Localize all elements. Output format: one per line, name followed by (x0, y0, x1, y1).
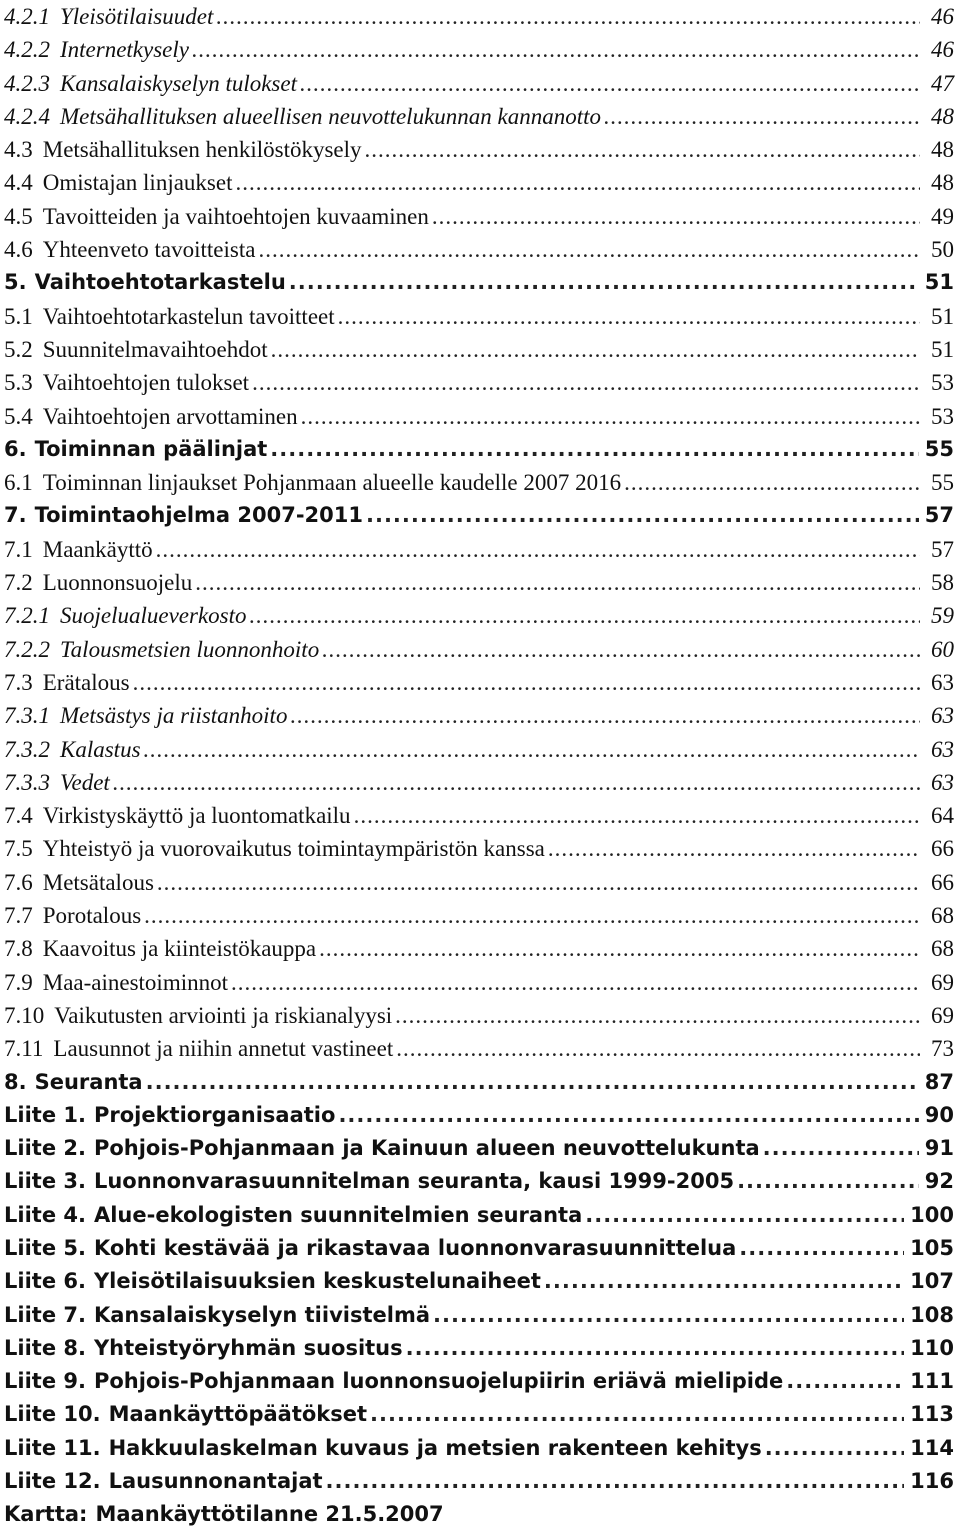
toc-entry-number: 4.6 (4, 237, 33, 263)
toc-entry-title: Lausunnot ja niihin annetut vastineet (53, 1036, 394, 1062)
toc-entry[interactable] (0, 133, 960, 166)
toc-entry-number: 7.3.3 (4, 769, 50, 795)
toc-entry-page: 46 (931, 37, 954, 63)
toc-entry[interactable] (0, 666, 960, 699)
toc-leader-dots (319, 932, 920, 965)
toc-entry-number: 7.8 (4, 936, 33, 962)
toc-entry-title: Maankäyttötilanne 21.5.2007 (95, 1502, 444, 1527)
toc-leader-dots (739, 1232, 904, 1265)
toc-entry[interactable] (0, 300, 960, 333)
toc-entry[interactable] (0, 633, 960, 666)
toc-entry[interactable] (0, 499, 960, 532)
toc-entry-title: Maa-ainestoiminnot (42, 969, 228, 995)
toc-entry-number: 4.3 (4, 137, 33, 163)
toc-entry-number: Liite 12. (4, 1469, 101, 1494)
toc-entry-page: 57 (924, 503, 954, 528)
toc-entry-number: 7.2 (4, 570, 33, 596)
toc-entry-page: 57 (931, 536, 954, 562)
toc-leader-dots (624, 466, 920, 499)
toc-entry-page: 51 (924, 270, 954, 295)
toc-leader-dots (258, 233, 920, 266)
toc-entry-title: Projektiorganisaatio (93, 1102, 336, 1127)
toc-leader-dots (300, 67, 920, 100)
toc-leader-dots (216, 0, 920, 33)
toc-entry[interactable] (0, 1165, 960, 1198)
toc-entry[interactable] (0, 1398, 960, 1431)
toc-entry[interactable] (0, 1199, 960, 1232)
toc-leader-dots (765, 1432, 904, 1465)
toc-entry-page: 53 (931, 370, 954, 396)
toc-entry-page: 73 (931, 1036, 954, 1062)
toc-entry-page: 113 (910, 1402, 954, 1427)
toc-entry-number: 7.5 (4, 836, 33, 862)
toc-entry-number: 4.2.2 (4, 37, 50, 63)
toc-entry-page: 64 (931, 803, 954, 829)
toc-entry-title: Toiminnan linjaukset Pohjanmaan alueelle kaudelle 2007 2016 (42, 470, 622, 496)
toc-entry[interactable] (0, 966, 960, 999)
toc-leader-dots (195, 566, 920, 599)
toc-entry[interactable] (0, 1066, 960, 1099)
toc-leader-dots (786, 1365, 904, 1398)
toc-entry-title: Kohti kestävää ja rikastavaa luonnonvarasuunnittelua (93, 1235, 737, 1260)
toc-entry-page: 58 (931, 570, 954, 596)
toc-entry-page: 51 (931, 336, 954, 362)
toc-entry[interactable] (0, 699, 960, 732)
toc-entry[interactable] (0, 932, 960, 965)
toc-entry[interactable] (0, 266, 960, 299)
toc-entry-page: 87 (924, 1069, 954, 1094)
toc-entry[interactable] (0, 0, 960, 33)
toc-entry-page: 48 (931, 103, 954, 129)
toc-leader-dots (133, 666, 920, 699)
toc-leader-dots (432, 200, 920, 233)
toc-entry-title: Kansalaiskyselyn tulokset (60, 70, 297, 96)
toc-entry-number: Liite 8. (4, 1335, 86, 1360)
toc-entry-number: 7.1 (4, 536, 33, 562)
toc-entry-title: Pohjois-Pohjanmaan luonnonsuojelupiirin eriävä mielipide (93, 1369, 784, 1394)
toc-leader-dots (271, 333, 920, 366)
toc-entry-page: 63 (931, 736, 954, 762)
toc-leader-dots (231, 966, 920, 999)
toc-entry-title: Yhteenveto tavoitteista (42, 237, 256, 263)
toc-entry-page: 111 (910, 1369, 954, 1394)
toc-leader-dots (144, 899, 920, 932)
toc-entry-number: Liite 4. (4, 1202, 86, 1227)
toc-entry-page: 90 (924, 1102, 954, 1127)
toc-entry[interactable] (0, 433, 960, 466)
toc-leader-dots (604, 100, 920, 133)
toc-leader-dots (157, 866, 920, 899)
toc-entry-number: 4.5 (4, 203, 33, 229)
toc-entry-page: 107 (910, 1269, 954, 1294)
toc-leader-dots (395, 999, 920, 1032)
toc-leader-dots (433, 1299, 904, 1332)
toc-entry-page: 105 (910, 1235, 954, 1260)
toc-entry-number: 7.7 (4, 903, 33, 929)
toc-entry-page: 59 (931, 603, 954, 629)
toc-entry[interactable] (0, 200, 960, 233)
toc-entry-title: Maankäyttö (42, 536, 153, 562)
toc-entry[interactable] (0, 1332, 960, 1365)
toc-entry-title: Porotalous (42, 903, 142, 929)
toc-leader-dots (396, 1032, 920, 1065)
toc-leader-dots (290, 699, 920, 732)
toc-leader-dots (544, 1265, 904, 1298)
toc-entry-title: Metsähallituksen alueellisen neuvottelukunnan kannanotto (60, 103, 602, 129)
toc-entry-page: 63 (931, 703, 954, 729)
toc-entry-number: 7.11 (4, 1036, 44, 1062)
toc-entry-title: Tavoitteiden ja vaihtoehtojen kuvaaminen (42, 203, 429, 229)
toc-entry-page: 116 (910, 1469, 954, 1494)
toc-entry-page: 114 (910, 1435, 954, 1460)
toc-entry-number: 5.3 (4, 370, 33, 396)
toc-entry-page: 68 (931, 936, 954, 962)
toc-entry-number: 7.2.2 (4, 636, 50, 662)
toc-entry-number: 5. (4, 270, 27, 295)
toc-entry[interactable] (0, 1465, 960, 1498)
toc-entry-title: Virkistyskäyttö ja luontomatkailu (42, 803, 351, 829)
toc-entry[interactable] (0, 866, 960, 899)
toc-entry-title: Suojelualueverkosto (60, 603, 247, 629)
toc-entry-number: 7.10 (4, 1002, 45, 1028)
toc-entry-title: Luonnonsuojelu (42, 570, 193, 596)
toc-entry-number: Liite 11. (4, 1435, 101, 1460)
toc-entry-number: 7.9 (4, 969, 33, 995)
toc-entry[interactable] (0, 166, 960, 199)
toc-leader-dots (548, 832, 920, 865)
toc-entry-page: 48 (931, 137, 954, 163)
toc-entry-number: 4.2.3 (4, 70, 50, 96)
toc-entry[interactable] (0, 1032, 960, 1065)
toc-entry-title: Toimintaohjelma 2007-2011 (34, 503, 363, 528)
toc-entry[interactable] (0, 366, 960, 399)
toc-leader-dots (146, 1066, 919, 1099)
toc-entry-title: Vaihtoehtotarkastelu (34, 270, 286, 295)
toc-entry-title: Maankäyttöpäätökset (108, 1402, 368, 1427)
toc-leader-dots (270, 433, 918, 466)
toc-leader-dots (250, 599, 920, 632)
toc-entry[interactable] (0, 799, 960, 832)
toc-entry-page: 63 (931, 769, 954, 795)
toc-leader-dots (338, 1099, 918, 1132)
toc-entry-title: Vaihtoehtojen tulokset (42, 370, 250, 396)
toc-entry-number: 4.4 (4, 170, 33, 196)
toc-entry-page: 50 (931, 237, 954, 263)
toc-entry-title: Erätalous (42, 669, 130, 695)
toc-leader-dots (322, 633, 920, 666)
toc-leader-dots (235, 166, 920, 199)
toc-entry-number: 6. (4, 436, 27, 461)
toc-leader-dots (365, 133, 920, 166)
toc-entry-page: 63 (931, 669, 954, 695)
toc-entry-page: 110 (910, 1335, 954, 1360)
toc-entry[interactable] (0, 67, 960, 100)
toc-entry-number: Liite 6. (4, 1269, 86, 1294)
toc-leader-dots (406, 1332, 905, 1365)
toc-leader-dots (156, 533, 920, 566)
toc-entry-page: 49 (931, 203, 954, 229)
toc-entry-number: 7.2.1 (4, 603, 50, 629)
toc-entry-title: Metsästys ja riistanhoito (60, 703, 288, 729)
toc-entry-title: Pohjois-Pohjanmaan ja Kainuun alueen neuvottelukunta (93, 1136, 760, 1161)
toc-entry[interactable] (0, 1265, 960, 1298)
toc-entry-number: Liite 10. (4, 1402, 101, 1427)
toc-entry-title: Toiminnan päälinjat (34, 436, 268, 461)
toc-entry-number: Liite 3. (4, 1169, 86, 1194)
toc-entry-number: Liite 9. (4, 1369, 86, 1394)
toc-entry-number: 5.2 (4, 336, 33, 362)
toc-leader-dots (366, 499, 919, 532)
toc-entry-page: 108 (910, 1302, 954, 1327)
toc-entry-page: 69 (931, 1002, 954, 1028)
toc-entry-number: 6.1 (4, 470, 33, 496)
toc-entry-title: Metsätalous (42, 869, 154, 895)
toc-entry-page: 51 (931, 303, 954, 329)
toc-entry-title: Kalastus (60, 736, 141, 762)
toc-entry[interactable] (0, 1365, 960, 1398)
toc-entry-number: Liite 7. (4, 1302, 86, 1327)
toc-entry-number: Kartta: (4, 1502, 88, 1527)
toc-entry-number: Liite 1. (4, 1102, 86, 1127)
toc-entry-page: 47 (931, 70, 954, 96)
toc-entry-title: Yleisötilaisuuksien keskustelunaiheet (93, 1269, 541, 1294)
toc-entry-page: 66 (931, 869, 954, 895)
toc-entry[interactable] (0, 733, 960, 766)
toc-entry-page: 92 (924, 1169, 954, 1194)
toc-entry-page: 68 (931, 903, 954, 929)
toc-leader-dots (289, 266, 919, 299)
toc-entry-title: Kaavoitus ja kiinteistökauppa (42, 936, 317, 962)
toc-entry-title: Seuranta (34, 1069, 143, 1094)
toc-entry-title: Kansalaiskyselyn tiivistelmä (93, 1302, 430, 1327)
toc-entry[interactable] (0, 899, 960, 932)
toc-leader-dots (252, 366, 920, 399)
toc-entry-number: 5.1 (4, 303, 33, 329)
toc-entry[interactable] (0, 533, 960, 566)
toc-entry-page: 53 (931, 403, 954, 429)
toc-entry[interactable] (0, 1299, 960, 1332)
toc-entry-title: Talousmetsien luonnonhoito (60, 636, 320, 662)
toc-entry-page: 91 (924, 1136, 954, 1161)
toc-entry[interactable] (0, 233, 960, 266)
toc-leader-dots (326, 1465, 905, 1498)
toc-entry-title: Internetkysely (60, 37, 189, 63)
toc-leader-dots (144, 733, 920, 766)
toc-entry-title: Yleisötilaisuudet (60, 4, 214, 29)
toc-leader-dots (192, 33, 920, 66)
toc-entry-title: Vedet (60, 769, 110, 795)
toc-entry-number: 4.2.4 (4, 103, 50, 129)
toc-entry[interactable] (0, 766, 960, 799)
toc-leader-dots (301, 400, 920, 433)
toc-entry-number: Liite 2. (4, 1136, 86, 1161)
toc-entry-number: 5.4 (4, 403, 33, 429)
toc-entry-title: Suunnitelmavaihtoehdot (42, 336, 268, 362)
toc-entry-page: 60 (931, 636, 954, 662)
toc-entry-page: 100 (910, 1202, 954, 1227)
toc-entry-page: 46 (931, 4, 954, 29)
toc-entry-number: 8. (4, 1069, 27, 1094)
toc-leader-dots (763, 1132, 919, 1165)
toc-entry-number: 4.2.1 (4, 4, 50, 29)
toc-entry-number: 7.3.1 (4, 703, 50, 729)
toc-leader-dots (354, 799, 920, 832)
toc-leader-dots (737, 1165, 919, 1198)
toc-entry-title: Vaihtoehtotarkastelun tavoitteet (42, 303, 335, 329)
toc-entry-page: 48 (931, 170, 954, 196)
toc-entry-title: Vaikutusten arviointi ja riskianalyysi (54, 1002, 393, 1028)
toc-entry[interactable] (0, 333, 960, 366)
toc-entry-number: 7. (4, 503, 27, 528)
toc-entry-title: Yhteistyö ja vuorovaikutus toimintaympäristön kanssa (42, 836, 545, 862)
toc-entry-page: 55 (924, 436, 954, 461)
toc-entry[interactable] (0, 566, 960, 599)
toc-entry-title: Alue-ekologisten suunnitelmien seuranta (93, 1202, 583, 1227)
toc-leader-dots (338, 300, 920, 333)
toc-entry-title: Omistajan linjaukset (42, 170, 233, 196)
toc-entry[interactable] (0, 466, 960, 499)
toc-entry-page: 69 (931, 969, 954, 995)
toc-entry-page: 66 (931, 836, 954, 862)
toc-entry-page: 55 (931, 470, 954, 496)
toc-entry-number: Liite 5. (4, 1235, 86, 1260)
toc-entry-title: Vaihtoehtojen arvottaminen (42, 403, 298, 429)
toc-entry[interactable] (0, 33, 960, 66)
toc-entry[interactable] (0, 1232, 960, 1265)
toc-entry-title: Yhteistyöryhmän suositus (93, 1335, 403, 1360)
toc-leader-dots (113, 766, 920, 799)
toc-entry[interactable] (0, 100, 960, 133)
toc-entry[interactable] (0, 832, 960, 865)
toc-entry-number: 7.3 (4, 669, 33, 695)
toc-entry[interactable] (0, 999, 960, 1032)
toc-entry-title: Lausunnonantajat (108, 1469, 323, 1494)
toc-entry[interactable] (0, 599, 960, 632)
toc-entry-title: Metsähallituksen henkilöstökysely (42, 137, 362, 163)
toc-entry[interactable] (0, 1132, 960, 1165)
toc-entry-number: 7.3.2 (4, 736, 50, 762)
toc-entry-number: 7.4 (4, 803, 33, 829)
toc-entry[interactable] (0, 400, 960, 433)
toc-entry-number: 7.6 (4, 869, 33, 895)
toc-entry-title: Hakkuulaskelman kuvaus ja metsien rakenteen kehitys (108, 1435, 762, 1460)
toc-entry[interactable] (0, 1498, 960, 1531)
toc-entry-title: Luonnonvarasuunnitelman seuranta, kausi 1999-2005 (93, 1169, 735, 1194)
toc-leader-dots (370, 1398, 904, 1431)
toc-entry[interactable] (0, 1099, 960, 1132)
toc-leader-dots (585, 1199, 904, 1232)
toc-entry[interactable] (0, 1432, 960, 1465)
